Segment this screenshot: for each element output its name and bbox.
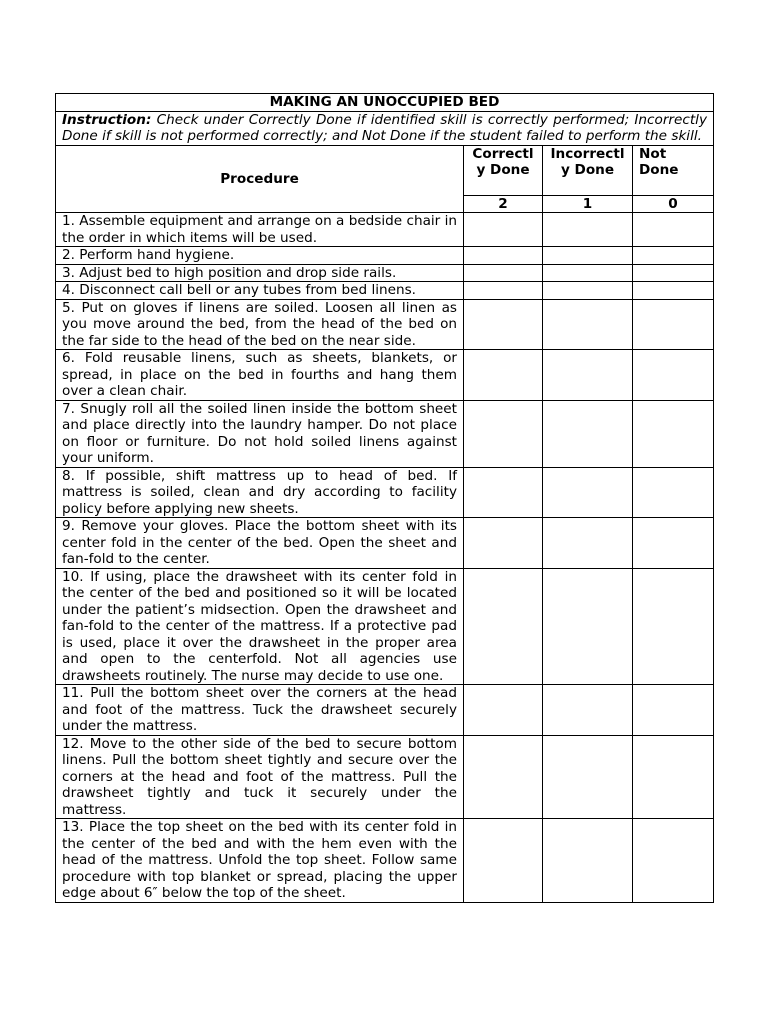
incorrectly-done-cell[interactable]: [543, 247, 633, 265]
header-row: [56, 145, 714, 195]
not-done-cell[interactable]: [633, 568, 714, 685]
step-text: 11. Pull the bottom sheet over the corners at the head and foot of the mattress. Tuck the drawsheet securely under the mattress.: [56, 685, 464, 736]
correctly-done-cell[interactable]: [464, 467, 543, 518]
step-text: 12. Move to the other side of the bed to secure bottom linens. Pull the bottom sheet tightly and secure over the corners at the head and foot of the mattress. Pull the drawsheet tightly and tuck it securely under the mattress.: [56, 735, 464, 819]
not-done-cell[interactable]: [633, 467, 714, 518]
not-done-cell[interactable]: [633, 819, 714, 903]
step-text: 9. Remove your gloves. Place the bottom sheet with its center fold in the center of the bed. Open the sheet and fan-fold to the center.: [56, 518, 464, 569]
not-done-cell[interactable]: [633, 735, 714, 819]
step-row: [56, 819, 714, 903]
instruction-row: [56, 111, 714, 145]
step-row: [56, 568, 714, 685]
correctly-done-cell[interactable]: [464, 350, 543, 401]
step-row: [56, 400, 714, 467]
correctly-done-cell[interactable]: [464, 299, 543, 350]
instruction-text: [56, 111, 714, 145]
correctly-done-cell[interactable]: [464, 213, 543, 247]
instruction-body: Check under Correctly Done if identified skill is correctly performed; Incorrectly Done if skill is not performed correctly; and Not Done if the student failed to perform the skill.: [62, 111, 708, 144]
not-done-score: 0: [633, 195, 714, 213]
not-done-cell[interactable]: [633, 299, 714, 350]
correctly-done-cell[interactable]: [464, 568, 543, 685]
step-row: [56, 264, 714, 282]
correctly-done-cell[interactable]: [464, 400, 543, 467]
procedure-header: Procedure: [56, 145, 464, 213]
step-text: 13. Place the top sheet on the bed with its center fold in the center of the bed and with the hem even with the head of the mattress. Unfold the top sheet. Follow same procedure with top blanket or spread, placing the upper edge about 6″ below the top of the sheet.: [56, 819, 464, 903]
not-done-cell[interactable]: [633, 247, 714, 265]
incorrectly-done-score: 1: [543, 195, 633, 213]
incorrectly-done-cell[interactable]: [543, 685, 633, 736]
incorrectly-done-cell[interactable]: [543, 400, 633, 467]
incorrectly-done-cell[interactable]: [543, 518, 633, 569]
step-text: 2. Perform hand hygiene.: [56, 247, 464, 265]
step-row: [56, 213, 714, 247]
not-done-cell[interactable]: [633, 213, 714, 247]
incorrectly-done-cell[interactable]: [543, 299, 633, 350]
incorrectly-done-header: Incorrectly Done: [543, 145, 633, 195]
document-title: MAKING AN UNOCCUPIED BED: [56, 94, 714, 112]
step-text: 10. If using, place the drawsheet with its center fold in the center of the bed and positioned so it will be located under the patient’s midsection. Open the drawsheet and fan-fold to the center of the mattress. If a protective pad is used, place it over the drawsheet in the proper area and open to the centerfold. Not all agencies use drawsheets routinely. The nurse may decide to use one.: [56, 568, 464, 685]
step-text: 4. Disconnect call bell or any tubes from bed linens.: [56, 282, 464, 300]
not-done-cell[interactable]: [633, 685, 714, 736]
instruction-label: Instruction:: [62, 111, 152, 128]
correctly-done-cell[interactable]: [464, 282, 543, 300]
not-done-cell[interactable]: [633, 264, 714, 282]
incorrectly-done-cell[interactable]: [543, 350, 633, 401]
step-text: 1. Assemble equipment and arrange on a bedside chair in the order in which items will be used.: [56, 213, 464, 247]
step-text: 7. Snugly roll all the soiled linen inside the bottom sheet and place directly into the laundry hamper. Do not place on floor or furniture. Do not hold soiled linens against your uniform.: [56, 400, 464, 467]
step-text: 6. Fold reusable linens, such as sheets, blankets, or spread, in place on the bed in fourths and hang them over a clean chair.: [56, 350, 464, 401]
not-done-header: Not Done: [633, 145, 714, 195]
correctly-done-header: Correctly Done: [464, 145, 543, 195]
incorrectly-done-cell[interactable]: [543, 282, 633, 300]
incorrectly-done-cell[interactable]: [543, 568, 633, 685]
incorrectly-done-cell[interactable]: [543, 264, 633, 282]
step-row: [56, 247, 714, 265]
incorrectly-done-cell[interactable]: [543, 735, 633, 819]
not-done-cell[interactable]: [633, 518, 714, 569]
title-row: [56, 94, 714, 112]
step-row: [56, 685, 714, 736]
step-row: [56, 467, 714, 518]
not-done-cell[interactable]: [633, 350, 714, 401]
not-done-cell[interactable]: [633, 400, 714, 467]
incorrectly-done-cell[interactable]: [543, 467, 633, 518]
correctly-done-cell[interactable]: [464, 247, 543, 265]
step-row: [56, 299, 714, 350]
step-row: [56, 350, 714, 401]
step-row: [56, 282, 714, 300]
correctly-done-cell[interactable]: [464, 819, 543, 903]
step-row: [56, 518, 714, 569]
step-text: 8. If possible, shift mattress up to head of bed. If mattress is soiled, clean and dry according to facility policy before applying new sheets.: [56, 467, 464, 518]
not-done-cell[interactable]: [633, 282, 714, 300]
step-text: 3. Adjust bed to high position and drop side rails.: [56, 264, 464, 282]
correctly-done-cell[interactable]: [464, 685, 543, 736]
correctly-done-cell[interactable]: [464, 518, 543, 569]
checklist-table: [55, 93, 714, 903]
incorrectly-done-cell[interactable]: [543, 213, 633, 247]
correctly-done-cell[interactable]: [464, 735, 543, 819]
correctly-done-cell[interactable]: [464, 264, 543, 282]
incorrectly-done-cell[interactable]: [543, 819, 633, 903]
step-row: [56, 735, 714, 819]
correctly-done-score: 2: [464, 195, 543, 213]
checklist-sheet: [55, 93, 713, 903]
step-text: 5. Put on gloves if linens are soiled. Loosen all linen as you move around the bed, from the head of the bed on the far side to the head of the bed on the near side.: [56, 299, 464, 350]
